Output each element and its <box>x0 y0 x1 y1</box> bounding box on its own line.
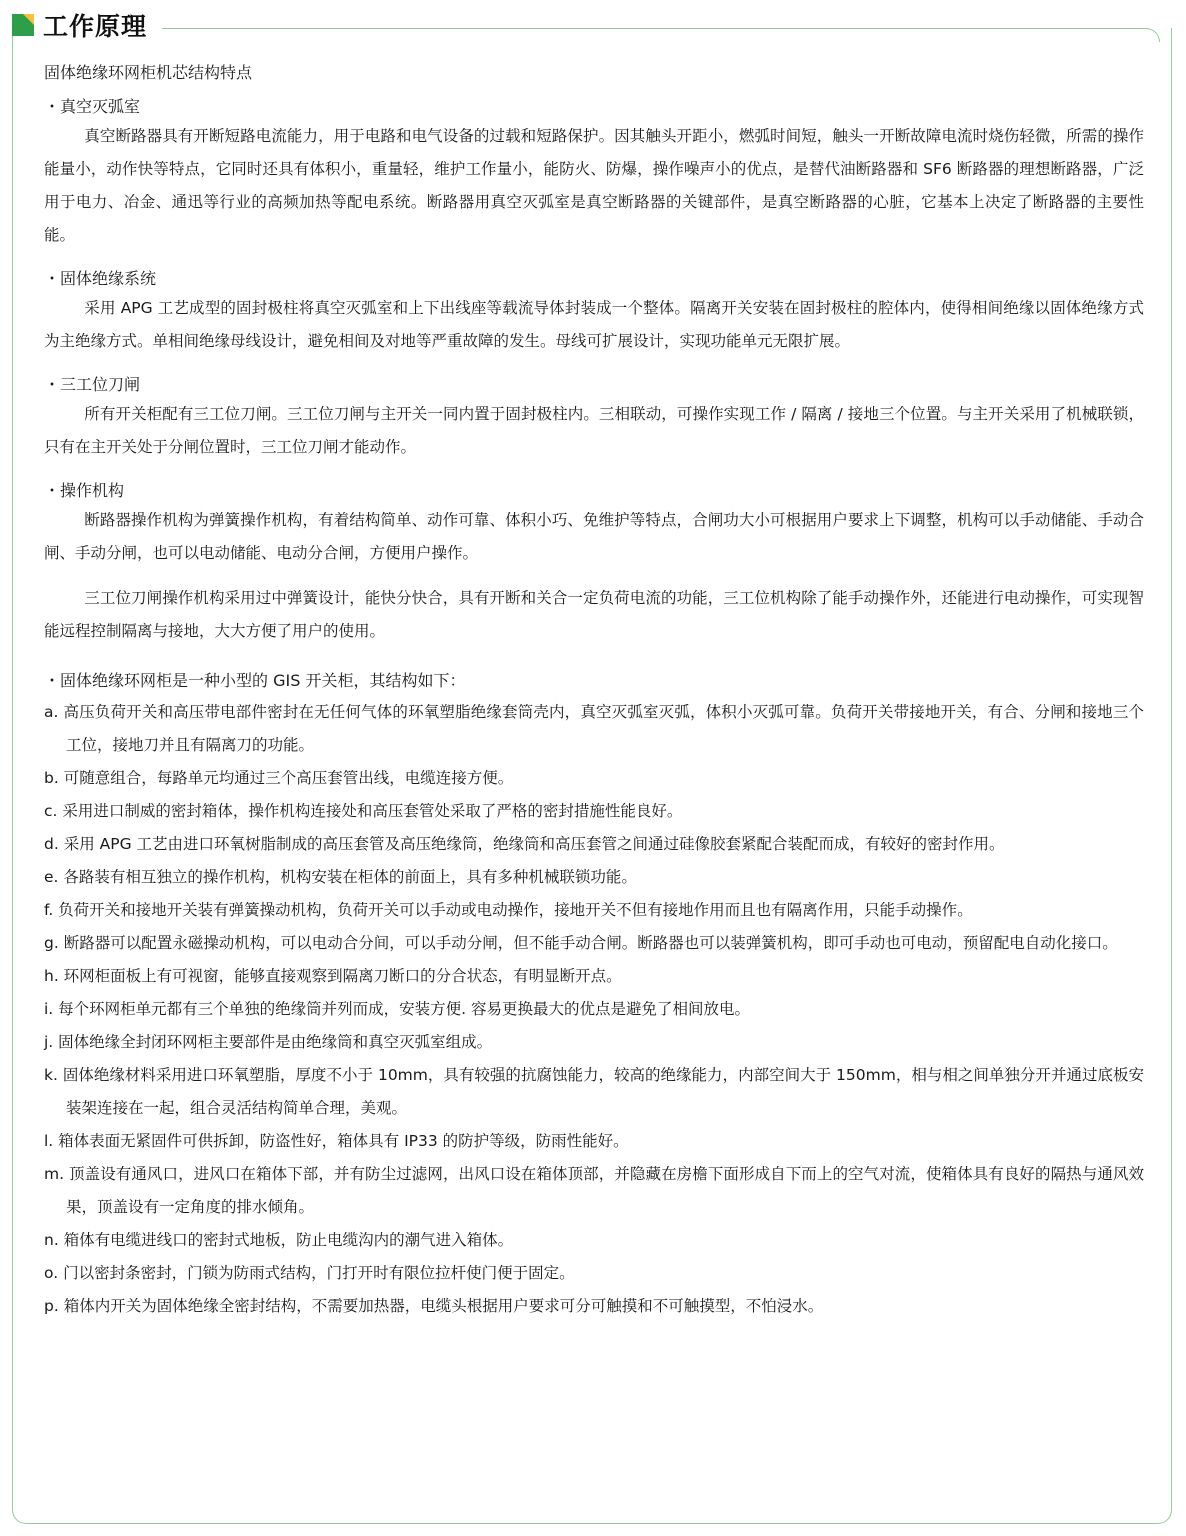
page-title: 工作原理 <box>43 12 148 41</box>
section-vacuum-interrupter <box>44 94 1144 252</box>
list-item: j. 固体绝缘全封闭环网柜主要部件是由绝缘筒和真空灭弧室组成。 <box>44 1033 493 1051</box>
list-item: b. 可随意组合，每路单元均通过三个高压套管出线，电缆连接方便。 <box>44 769 514 787</box>
list-item: d. 采用 APG 工艺由进口环氧树脂制成的高压套管及高压绝缘筒，绝缘筒和高压套管之间通过硅像胶套紧配合装配而成，有较好的密封作用。 <box>44 835 1005 853</box>
section-paragraph: 采用 APG 工艺成型的固封极柱将真空灭弧室和上下出线座等载流导体封装成一个整体。隔离开关安装在固封极柱的腔体内，使得相间绝缘以固体绝缘方式为主绝缘方式。单相间绝缘母线设计，避免相间及对地等严重故障的发生。母线可扩展设计，实现功能单元无限扩展。 <box>44 299 1144 350</box>
list-item: o. 门以密封条密封，门锁为防雨式结构，门打开时有限位拉杆使门便于固定。 <box>44 1264 575 1282</box>
list-item: n. 箱体有电缆进线口的密封式地板，防止电缆沟内的潮气进入箱体。 <box>44 1231 514 1249</box>
section-heading: ・真空灭弧室 <box>44 97 141 116</box>
list-item: i. 每个环网柜单元都有三个单独的绝缘筒并列而成，安装方便. 容易更换最大的优点是避免了相间放电。 <box>44 1000 751 1018</box>
list-item: e. 各路装有相互独立的操作机构，机构安装在柜体的前面上，具有多种机械联锁功能。 <box>44 868 637 886</box>
section-paragraph: 真空断路器具有开断短路电流能力，用于电路和电气设备的过载和短路保护。因其触头开距小，燃弧时间短，触头一开断故障电流时烧伤轻微，所需的操作能量小，动作快等特点，它同时还具有体积小，重量轻，维护工作量小，能防火、防爆，操作噪声小的优点，是替代油断路器和 SF6 断路器的理想断路器，广泛用于电力、冶金、通迅等行业的高频加热等配电系统。断路器用真空灭弧室是真空断路器的关键部件，是真空断路器的心脏，它基本上决定了断路器的主要性能。 <box>44 127 1144 244</box>
section-three-position-switch <box>44 372 1144 464</box>
structure-heading: ・固体绝缘环网柜是一种小型的 GIS 开关柜，其结构如下： <box>44 671 466 690</box>
list-item: c. 采用进口制威的密封箱体，操作机构连接处和高压套管处采取了严格的密封措施性能良好。 <box>44 802 683 820</box>
list-item: a. 高压负荷开关和高压带电部件密封在无任何气体的环氧塑脂绝缘套筒壳内，真空灭弧室灭弧，体积小灭弧可靠。负荷开关带接地开关，有合、分闸和接地三个工位，接地刀并且有隔离刀的功能。 <box>44 703 1144 754</box>
section-solid-insulation <box>44 266 1144 358</box>
section-paragraph: 断路器操作机构为弹簧操作机构，有着结构简单、动作可靠、体积小巧、免维护等特点，合闸功大小可根据用户要求上下调整，机构可以手动储能、手动合闸、手动分闸，也可以电动储能、电动分合闸，方便用户操作。 <box>44 511 1144 562</box>
document-subtitle: 固体绝缘环网柜机芯结构特点 <box>44 63 253 82</box>
structure-items <box>44 696 1144 1323</box>
list-item: l. 箱体表面无紧固件可供拆卸，防盗性好，箱体具有 IP33 的防护等级，防雨性能好。 <box>44 1132 629 1150</box>
page-header <box>12 10 147 40</box>
section-heading: ・三工位刀闸 <box>44 375 141 394</box>
list-item: f. 负荷开关和接地开关装有弹簧操动机构，负荷开关可以手动或电动操作，接地开关不但有接地作用而且也有隔离作用，只能手动操作。 <box>44 901 973 919</box>
document-body <box>44 60 1144 1323</box>
section-paragraph: 三工位刀闸操作机构采用过中弹簧设计，能快分快合，具有开断和关合一定负荷电流的功能，三工位机构除了能手动操作外，还能进行电动操作，可实现智能远程控制隔离与接地，大大方便了用户的使用。 <box>44 589 1144 640</box>
list-item: g. 断路器可以配置永磁操动机构，可以电动合分间，可以手动分闸，但不能手动合闸。断路器也可以装弹簧机构，即可手动也可电动，预留配电自动化接口。 <box>44 934 1118 952</box>
content-frame-top <box>162 28 1160 42</box>
section-heading: ・操作机构 <box>44 481 125 500</box>
section-structure-list <box>44 666 1144 1323</box>
list-item: k. 固体绝缘材料采用进口环氧塑脂，厚度不小于 10mm，具有较强的抗腐蚀能力，较高的绝缘能力，内部空间大于 150mm，相与相之间单独分开并通过底板安装架连接在一起，组合灵活结构简单合理，美观。 <box>44 1066 1144 1117</box>
list-item: m. 顶盖设有通风口，进风口在箱体下部，并有防尘过滤网，出风口设在箱体顶部，并隐藏在房檐下面形成自下而上的空气对流，使箱体具有良好的隔热与通风效果，顶盖设有一定角度的排水倾角。 <box>44 1165 1144 1216</box>
section-paragraph: 所有开关柜配有三工位刀闸。三工位刀闸与主开关一同内置于固封极柱内。三相联动，可操作实现工作 / 隔离 / 接地三个位置。与主开关采用了机械联锁，只有在主开关处于分闸位置时，三工位刀闸才能动作。 <box>44 405 1144 456</box>
section-heading: ・固体绝缘系统 <box>44 269 157 288</box>
list-item: h. 环网柜面板上有可视窗，能够直接观察到隔离刀断口的分合状态，有明显断开点。 <box>44 967 622 985</box>
list-item: p. 箱体内开关为固体绝缘全密封结构，不需要加热器，电缆头根据用户要求可分可触摸和不可触摸型，不怕浸水。 <box>44 1297 824 1315</box>
section-operating-mechanism <box>44 478 1144 648</box>
section-marker-icon <box>12 14 34 36</box>
